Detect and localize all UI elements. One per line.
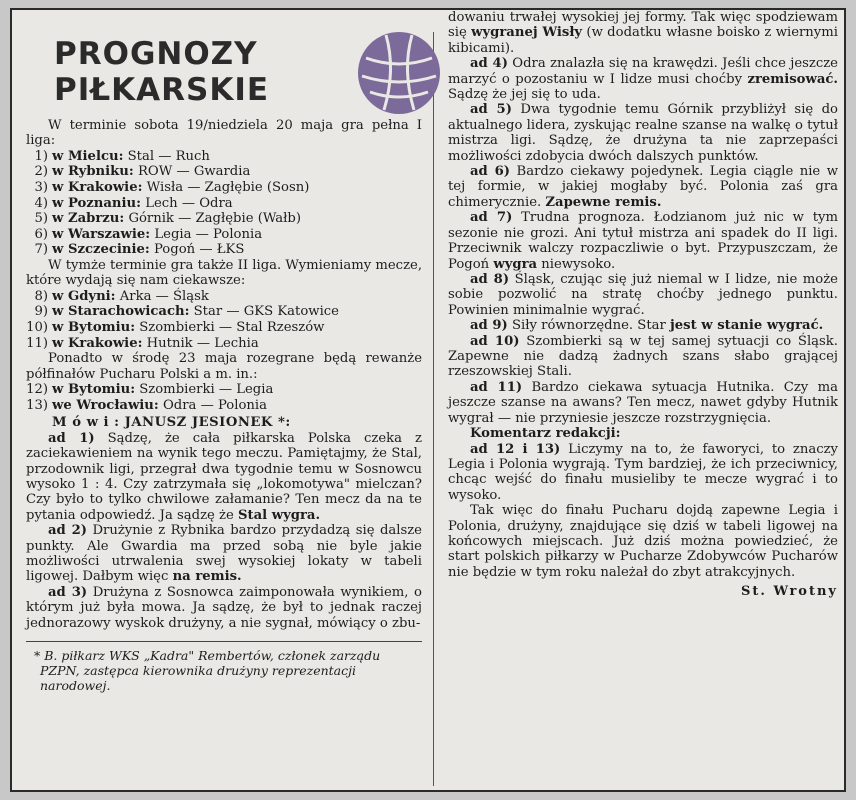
match-number: 4) <box>34 195 48 211</box>
second-league-intro: W tymże terminie gra także II liga. Wymieniamy mecze, które wydają się nam ciekawsze: <box>26 257 423 289</box>
match-teams: ROW — Gwardia <box>137 164 251 180</box>
prediction-text: Tak więc do finału Pucharu dojdą zapewne Legia i Polonia, drużyny, znajdujące się dziś w tabeli ligowej na końcowych miejscach. Już dziś można powiedzieć, że start polskich piłkarzy w Pucharze Zdobywców Pucharów nie będzie w tym roku należał do zbyt atrakcyjnych. <box>448 503 838 580</box>
prediction-label: ad 6) <box>470 164 511 180</box>
prediction-text: Szombierki są w tej samej sytuacji co Śląsk. Zapewne nie dadzą żadnych szans słabo grającej rzeszowskiej Stali. <box>448 333 838 380</box>
prediction-verdict: Zapewne remis. <box>545 194 662 210</box>
prediction-label: ad 7) <box>470 210 513 226</box>
left-column <box>16 10 430 790</box>
match-item <box>26 289 422 305</box>
match-teams: Szombierki — Stal Rzeszów <box>139 319 325 335</box>
match-number: 2) <box>34 164 48 180</box>
prediction-label: ad 2) <box>48 523 88 539</box>
cup-matches <box>26 382 422 413</box>
prediction-text: dowaniu trwałej wysokiej jej formy. Tak więc spodziewam się <box>448 10 838 41</box>
match-city: w Mielcu: <box>52 148 124 164</box>
right-predictions <box>448 10 838 426</box>
prediction-text: Dwa tygodnie temu Górnik przybliżył się do aktualnego lidera, zyskując realne szanse na walkę o tytuł mistrza ligi. Sądzę, że drużyna ta nie zaprzepaści możliwości zdobycia dwóch dalszych punktów. <box>448 102 838 164</box>
editor-comments <box>448 442 838 581</box>
match-item <box>26 227 422 243</box>
match-city: w Zabrzu: <box>52 211 125 227</box>
match-city: w Krakowie: <box>52 180 143 195</box>
prediction-label: ad 11) <box>470 379 523 395</box>
prediction-text: Bardzo ciekawa sytuacja Hutnika. Czy ma jeszcze szanse na awans? Ten mecz, nawet gdyby Hutnik wygrał — nie przyniesie jeszcze rozstrzygnięcia. <box>448 379 838 426</box>
match-city: w Gdyni: <box>52 288 116 304</box>
footnote-rule <box>26 641 422 642</box>
match-teams: Stal — Ruch <box>127 148 210 164</box>
match-city: w Szczecinie: <box>52 242 150 258</box>
match-number: 6) <box>34 226 48 242</box>
prediction-verdict: na remis. <box>172 569 242 585</box>
cup-intro: Ponadto w środę 23 maja rozegrane będą rewanże półfinałów Pucharu Polski a m. in.: <box>26 351 422 382</box>
prediction-text: Bardzo ciekawy pojedynek. Legia ciągle nie w tej formie, w jakiej mogłaby być. Polonia zaś gra chimerycznie. <box>448 164 838 210</box>
match-city: w Starachowicach: <box>52 304 190 320</box>
match-number: 10) <box>26 319 48 335</box>
prediction-verdict: jest w stanie wygrać. <box>670 318 824 334</box>
match-item <box>26 242 422 258</box>
match-city: w Krakowie: <box>52 335 143 351</box>
match-teams: Wisła — Zagłębie (Sosn) <box>146 180 310 195</box>
first-league-matches <box>26 149 422 258</box>
prediction-paragraph <box>448 56 838 102</box>
prediction-label: ad 1) <box>48 430 95 446</box>
match-city: we Wrocławiu: <box>52 397 159 413</box>
right-column <box>440 10 842 790</box>
prediction-verdict: wygranej Wisły <box>471 25 583 41</box>
prediction-label: ad 12 i 13) <box>470 441 561 457</box>
prediction-paragraph <box>448 318 838 333</box>
prediction-label: ad 4) <box>470 56 508 72</box>
prediction-text: Śląsk, czując się już niemal w I lidze, nie może sobie pozwolić na stratę choćby jednego punktu. Powinien minimalnie wygrać. <box>448 271 838 318</box>
match-number: 7) <box>34 242 48 258</box>
match-item <box>26 164 422 180</box>
prediction-label: ad 3) <box>48 584 88 600</box>
match-city: w Bytomiu: <box>52 319 136 335</box>
prediction-label: ad 5) <box>470 102 512 118</box>
article-title <box>54 36 269 108</box>
match-teams: Szombierki — Legia <box>139 381 274 397</box>
match-teams: Arka — Śląsk <box>119 288 209 304</box>
match-teams: Odra — Polonia <box>162 397 267 413</box>
match-teams: Hutnik — Lechia <box>146 335 259 351</box>
prediction-tail: (w dodatku własne boisko z wiernymi kibicami). <box>448 25 838 56</box>
match-item <box>26 196 422 212</box>
editor-heading: Komentarz redakcji: <box>470 425 621 441</box>
prediction-tail: Sądzę że jej się to uda. <box>448 87 601 103</box>
match-item <box>26 398 422 414</box>
match-teams: Star — GKS Katowice <box>193 304 339 320</box>
signature: St. Wrotny <box>741 584 838 600</box>
article-page <box>10 8 846 792</box>
match-item <box>26 149 422 165</box>
title-block <box>26 10 422 118</box>
match-number: 13) <box>26 397 48 413</box>
prediction-paragraph <box>448 272 838 318</box>
match-teams: Górnik — Zagłębie (Wałb) <box>128 211 301 227</box>
match-number: 8) <box>34 288 48 304</box>
match-city: w Rybniku: <box>52 164 134 180</box>
prediction-text: Sądzę, że cała piłkarska Polska czeka z zaciekawieniem na wynik tego meczu. Pamiętajmy, że Stal, przodownik ligi, przegrał dwa tygodnie temu w Sosnowcu wysoko 1 : 4. Czy zatrzymała się „lokomotywa" mielczan? Czy było to tylko chwilowe załamanie? Ten mecz da na te pytania odpowiedź. Ja sądzę że <box>26 430 422 523</box>
prediction-label: ad 8) <box>470 271 510 287</box>
prediction-text: Liczymy na to, że faworyci, to znaczy Legia i Polonia wygrają. Tym bardziej, że ich przeciwnicy, chcąc wejść do finału musieliby te mecze wygrać i to wysoko. <box>448 441 838 503</box>
prediction-label: ad 9) <box>470 318 508 334</box>
title-line-2: PIŁKARSKIE <box>54 72 270 108</box>
footnote: * B. piłkarz WKS „Kadra" Rembertów, członek zarządu PZPN, zastępca kierownika drużyny reprezentacji narodowej. <box>34 648 381 694</box>
match-city: w Warszawie: <box>52 226 151 242</box>
intro-paragraph: W terminie sobota 19/niedziela 20 maja gra pełna I liga: <box>26 118 422 149</box>
prediction-text: Drużyna z Sosnowca zaimponowała wynikiem, o którym już była mowa. Ja sądzę, że był to jednak raczej jednorazowy wyskok drużyny, a nie sygnał, mówiący o zbu- <box>26 584 422 631</box>
match-city: w Poznaniu: <box>52 195 141 211</box>
prediction-tail: niewysoko. <box>541 256 616 272</box>
match-number: 1) <box>34 148 48 164</box>
prediction-text: Drużynie z Rybnika bardzo przydadzą się dalsze punkty. Ale Gwardia ma przed sobą nie byle jakie możliwości utrwalenia swej wysokiej lokaty w tabeli ligowej. Dałbym więc <box>26 523 422 585</box>
match-number: 5) <box>34 211 48 227</box>
prediction-paragraph <box>448 334 838 380</box>
match-teams: Legia — Polonia <box>154 226 263 242</box>
match-number: 3) <box>34 180 48 195</box>
match-teams: Pogoń — ŁKS <box>153 242 245 258</box>
match-item <box>26 336 422 352</box>
football-icon <box>356 30 442 116</box>
match-number: 12) <box>26 381 48 397</box>
prediction-text: Trudna prognoza. Łodzianom już nic w tym sezonie nie grozi. Ani tytuł mistrza ani spadek do II ligi. Przeciwnik walczy rozpaczliwie o byt. Przypuszczam, że Pogoń <box>448 210 838 272</box>
prediction-paragraph <box>448 210 838 272</box>
match-number: 11) <box>26 335 48 351</box>
prediction-paragraph <box>448 102 838 164</box>
prediction-paragraph <box>26 585 422 631</box>
second-league-matches <box>26 289 422 351</box>
match-teams: Lech — Odra <box>145 195 233 211</box>
prediction-paragraph <box>448 10 838 56</box>
prediction-verdict: wygra <box>493 256 538 272</box>
column-divider <box>433 32 434 786</box>
prediction-text: Siły równorzędne. Star <box>511 318 666 334</box>
prediction-text: Odra znalazła się na krawędzi. Jeśli chce jeszcze marzyć o pozostaniu w I lidze musi choćby <box>448 56 838 87</box>
prediction-label: ad 10) <box>470 333 520 349</box>
match-item <box>26 320 422 336</box>
prediction-paragraph <box>448 503 838 580</box>
match-item <box>26 211 422 227</box>
prediction-paragraph <box>448 442 838 504</box>
title-line-1: PROGNOZY <box>54 36 258 72</box>
prediction-verdict: zremisować. <box>747 71 838 87</box>
prediction-verdict: Stal wygra. <box>237 507 321 523</box>
prediction-paragraph <box>448 164 838 210</box>
match-item <box>26 382 422 398</box>
match-item <box>26 304 422 320</box>
match-number: 9) <box>34 304 48 320</box>
left-predictions <box>26 431 422 631</box>
prediction-paragraph <box>26 431 422 523</box>
speaker-line: M ó w i : JANUSZ JESIONEK *: <box>52 415 291 431</box>
match-item <box>26 180 422 196</box>
match-city: w Bytomiu: <box>52 381 136 397</box>
prediction-paragraph <box>26 523 422 585</box>
prediction-paragraph <box>448 380 838 426</box>
